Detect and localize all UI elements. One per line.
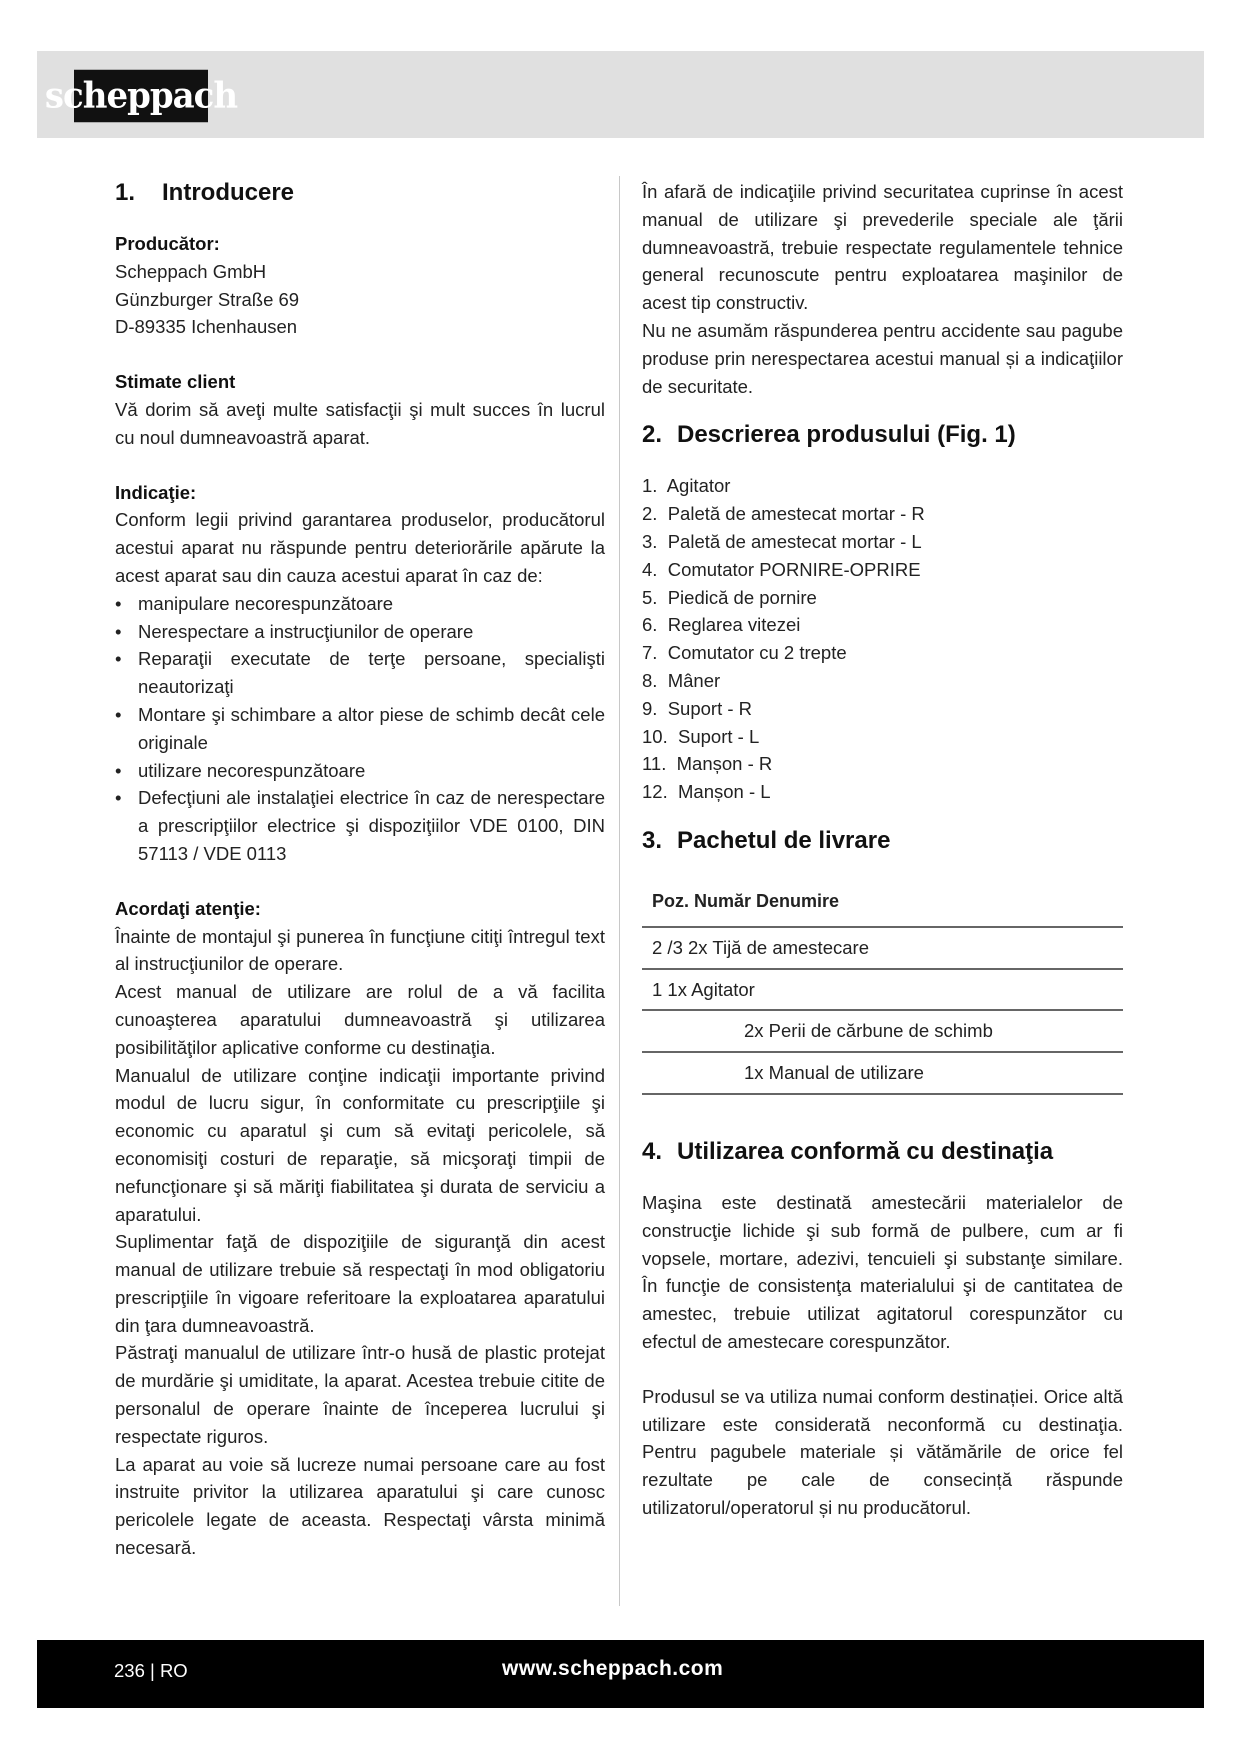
column-divider: [619, 176, 620, 1606]
attention-paragraph: Manualul de utilizare conţine indicaţii importante privind modul de lucru sigur, în conformitate cu prescripţiile şi economic cu aparatul şi cum să evitaţi pericolele, să economisiţi costuri de reparaţie, să micşoraţi timpii de nefuncţionare şi să măriţi fiabilitatea şi durata de serviciu a aparatului.: [115, 1064, 605, 1225]
section-heading-introduction: 1. Introducere: [115, 179, 295, 206]
attention-label: Acordaţi atenţie:: [115, 897, 261, 919]
list-item: 3. Paletă de amestecat mortar - L: [642, 530, 922, 552]
right-column: [642, 178, 1123, 1522]
list-item: • utilizare necorespunzătoare: [115, 757, 605, 785]
website-link[interactable]: www.scheppach.com: [502, 1657, 724, 1680]
list-item: 11. Manșon - R: [642, 753, 773, 775]
list-item: 6. Reglarea vitezei: [642, 614, 801, 636]
manufacturer-line: Günzburger Straße 69: [115, 288, 300, 310]
table-row: 1 1x Agitator: [642, 969, 1123, 1011]
list-item: 4. Comutator PORNIRE-OPRIRE: [642, 558, 921, 580]
footer-bar: [37, 1640, 1204, 1708]
header-bar: [37, 51, 1204, 138]
table-header: Poz. Număr Denumire: [642, 878, 1123, 927]
delivery-table: [642, 878, 1123, 1095]
list-item: 9. Suport - R: [642, 697, 753, 719]
list-item: 10. Suport - L: [642, 725, 760, 747]
page-number: 236 | RO: [114, 1660, 188, 1681]
note-label: Indicaţie:: [115, 481, 197, 503]
list-item: 8. Mâner: [642, 669, 721, 691]
section-heading-product-description: 2. Descrierea produsului (Fig. 1): [642, 421, 1016, 449]
manufacturer-line: Scheppach GmbH: [115, 260, 267, 282]
note-bullet-list: [115, 590, 605, 868]
attention-paragraph: Înainte de montajul şi punerea în funcţiune citiţi întregul text al instrucţiunilor de operare.: [115, 925, 605, 975]
list-item: 1. Agitator: [642, 475, 731, 497]
list-item: 2. Paletă de amestecat mortar - R: [642, 503, 925, 525]
table-row: 2 /3 2x Tijă de amestecare: [642, 927, 1123, 969]
attention-paragraph: Păstraţi manualul de utilizare într-o husă de plastic protejat de murdărie şi umiditate, la aparat. Acestea trebuie citite de personalul de operare înainte de începerea lucrului şi respectate riguros.: [115, 1342, 605, 1447]
intro-paragraph: Nu ne asumăm răspunderea pentru accidente sau pagube produse prin nerespectarea acestui manual și a indicaţiilor de securitate.: [642, 319, 1123, 397]
list-item: • Montare şi schimbare a altor piese de schimb decât cele originale: [115, 701, 605, 757]
list-item: • Defecţiuni ale instalaţiei electrice în caz de nerespectare a prescripţiilor electrice şi dispoziţiilor VDE 0100, DIN 57113 / VDE 0113: [115, 784, 605, 867]
list-item: • Nerespectare a instrucţiunilor de operare: [115, 618, 605, 646]
usage-paragraph: Produsul se va utiliza numai conform destinației. Orice altă utilizare este considerată neconformă cu destinaţia. Pentru pagubele materiale și vătămările de orice fel rezultate pe cale de consecință răspunde utilizatorul/operatorul și nu producătorul.: [642, 1385, 1123, 1518]
intro-paragraph: În afară de indicaţiile privind securitatea cuprinse în acest manual de utilizare şi prevederile speciale ale ţării dumneavoastră, trebuie respectate regulamentele tehnice general recunoscute pentru exploatarea maşinilor de acest tip constructiv.: [642, 181, 1123, 314]
list-item: 7. Comutator cu 2 trepte: [642, 642, 847, 664]
table-row: 2x Perii de cărbune de schimb: [642, 1010, 1123, 1052]
list-item: 5. Piedică de pornire: [642, 586, 817, 608]
section-heading-delivery-package: 3. Pachetul de livrare: [642, 826, 891, 854]
brand-logo: scheppach: [74, 70, 208, 123]
section-heading-intended-use: 4. Utilizarea conformă cu destinaţia: [642, 1137, 1054, 1165]
table-row: 1x Manual de utilizare: [642, 1052, 1123, 1094]
attention-paragraph: Acest manual de utilizare are rolul de a vă facilita cunoaşterea aparatului dumneavoastră şi utilizarea posibilităţilor aplicative conforme cu destinaţia.: [115, 981, 605, 1058]
list-item: • Reparaţii executate de terţe persoane, specialişti neautorizaţi: [115, 645, 605, 701]
note-text: Conform legii privind garantarea produselor, producătorul acestui aparat nu răspunde pentru deteriorările apărute la acest aparat sau din cauza acestui aparat în caz de:: [115, 509, 605, 586]
manufacturer-line: D-89335 Ichenhausen: [115, 316, 298, 338]
dear-client-label: Stimate client: [115, 371, 236, 393]
left-column: [115, 178, 605, 1562]
list-item: • manipulare necorespunzătoare: [115, 590, 605, 618]
attention-paragraph: Suplimentar faţă de dispoziţiile de siguranţă din acest manual de utilizare trebuie să respectaţi în mod obligatoriu prescripţiile în vigoare referitoare la exploatarea aparatului din ţara dumneavoastră.: [115, 1231, 605, 1336]
usage-paragraph: Maşina este destinată amestecării materialelor de construcţie lichide şi sub formă de pulbere, cum ar fi vopsele, mortare, adezivi, tencuieli şi substanţe similare. În funcţie de consistenţa materialului şi de cantitatea de amestec, trebuie utilizat agitatorul corespunzător cu efectul de amestecare corespunzător.: [642, 1191, 1123, 1352]
list-item: 12. Manșon - L: [642, 781, 771, 803]
dear-client-text: Vă dorim să aveţi multe satisfacţii şi mult succes în lucrul cu noul dumneavoastră aparat.: [115, 398, 605, 448]
parts-list: [642, 472, 1123, 806]
manufacturer-label: Producător:: [115, 233, 220, 254]
attention-paragraph: La aparat au voie să lucreze numai persoane care au fost instruite privitor la utilizarea aparatului şi care cunosc pericolele legate de aceasta. Respectaţi vârsta minimă necesară.: [115, 1453, 605, 1559]
